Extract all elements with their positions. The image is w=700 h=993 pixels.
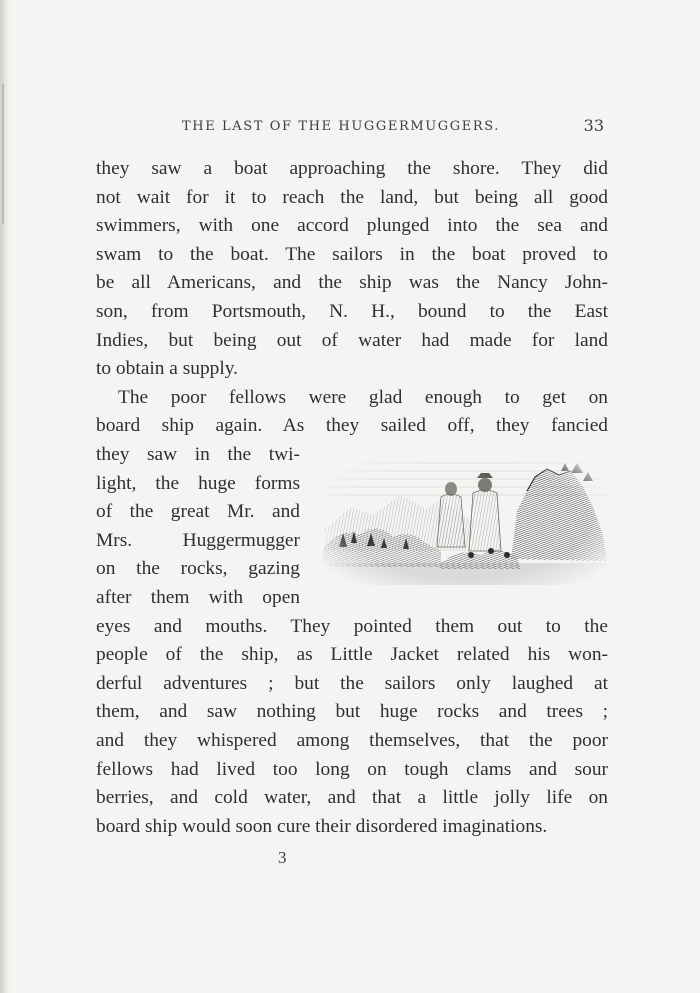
- paragraph-2: [96, 384, 608, 842]
- text-line: they saw a boat approaching the shore. They did: [96, 158, 608, 179]
- running-title: THE LAST OF THE HUGGERMUGGERS.: [182, 119, 501, 134]
- engraving-giants-on-rocks-icon: [321, 451, 611, 591]
- text-line: swam to the boat. The sailors in the boat proved to: [96, 243, 608, 265]
- text-line: light, the huge forms: [96, 472, 300, 494]
- text-line: Indies, but being out of water had made for land: [96, 329, 608, 351]
- narrow-text-column: [96, 441, 300, 613]
- text-line: board ship would soon cure their disordered imaginations.: [96, 815, 548, 837]
- text-line: be all Americans, and the ship was the Nancy John-: [96, 272, 608, 294]
- text-line: berries, and cold water, and that a little jolly life on: [96, 787, 608, 809]
- gutter-shadow: [2, 84, 4, 224]
- text-line: after them with open: [96, 586, 300, 608]
- binding-gutter: [0, 0, 10, 993]
- text-line: eyes and mouths. They pointed them out to the: [96, 615, 608, 637]
- text-line: on the rocks, gazing: [96, 558, 300, 580]
- page-number: 33: [583, 116, 604, 135]
- text-line: to obtain a supply.: [96, 358, 239, 380]
- signature-mark: 3: [278, 848, 287, 867]
- body-text: [96, 155, 608, 841]
- text-line: fellows had lived too long on tough clams and sour: [96, 758, 608, 780]
- text-line: people of the ship, as Little Jacket related his won-: [96, 644, 608, 666]
- page-header: [96, 116, 606, 140]
- text-line: they saw in the twi-: [96, 443, 300, 465]
- text-with-illustration: [96, 441, 608, 613]
- text-line: swimmers, with one accord plunged into the sea and: [96, 215, 608, 237]
- text-line: Mrs. Huggermugger: [96, 529, 300, 551]
- text-line: and they whispered among themselves, that the poor: [96, 729, 608, 751]
- text-line: derful adventures ; but the sailors only laughed at: [96, 672, 608, 694]
- text-line: of the great Mr. and: [96, 501, 300, 523]
- text-line: The poor fellows were glad enough to get on: [118, 386, 608, 408]
- text-line: not wait for it to reach the land, but being all good: [96, 186, 608, 208]
- text-line: them, and saw nothing but huge rocks and trees ;: [96, 701, 608, 723]
- text-line: board ship again. As they sailed off, they fancied: [96, 415, 608, 437]
- paragraph-1: [96, 155, 608, 384]
- text-line: son, from Portsmouth, N. H., bound to the East: [96, 300, 608, 322]
